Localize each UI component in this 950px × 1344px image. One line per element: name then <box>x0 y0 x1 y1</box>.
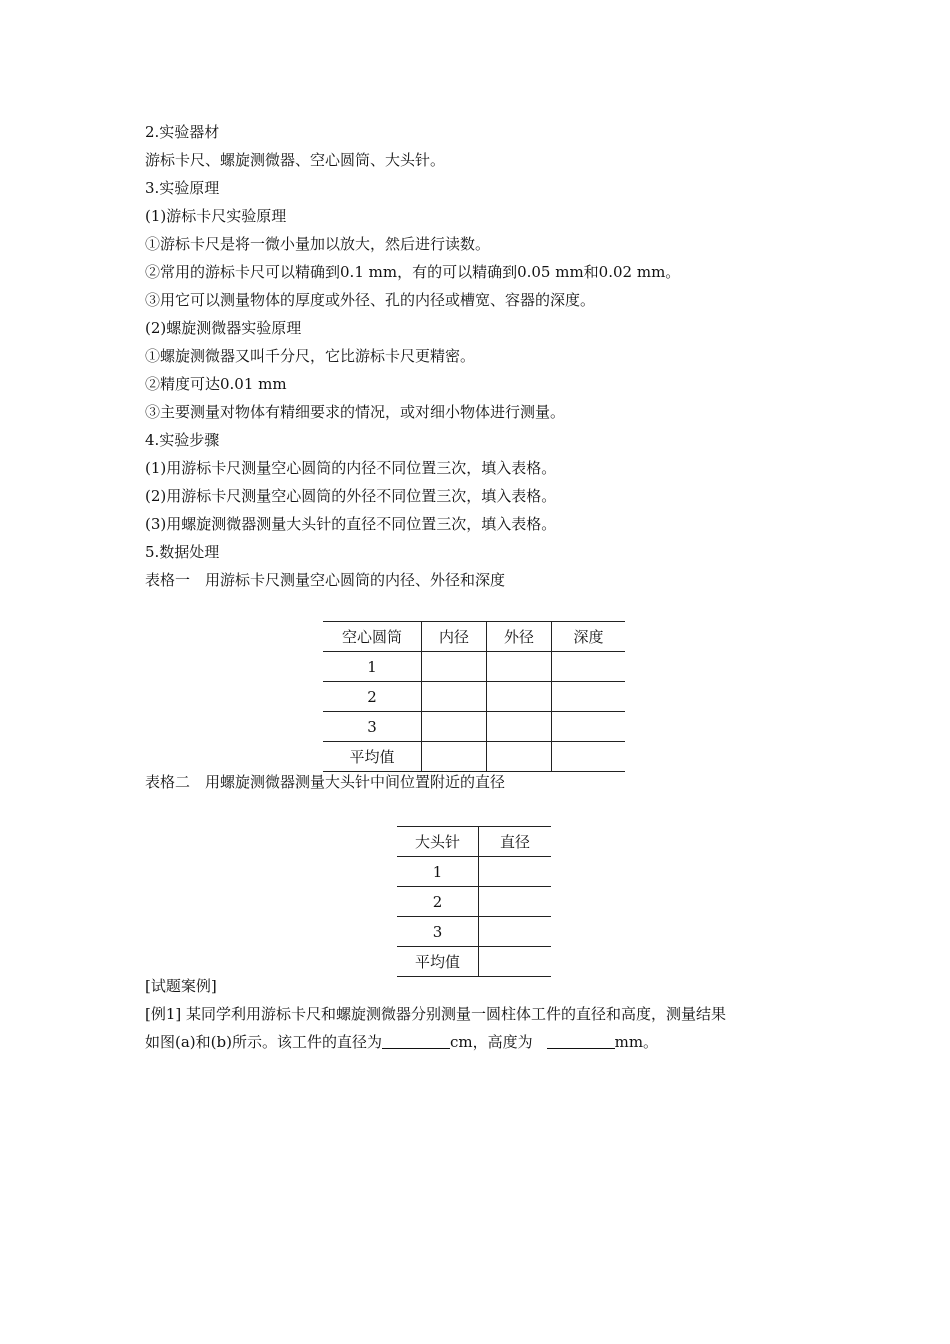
table-cell: 平均值 <box>397 947 479 977</box>
table-cell <box>479 947 552 977</box>
table-cell <box>422 742 487 772</box>
step-item: (1)用游标卡尺测量空心圆筒的内径不同位置三次，填入表格。 <box>145 459 557 477</box>
table-header-row <box>397 827 551 857</box>
table-header-cell: 直径 <box>479 827 552 857</box>
table-row <box>323 682 625 712</box>
paragraph: 游标卡尺、螺旋测微器、空心圆筒、大头针。 <box>145 151 446 169</box>
table-cell <box>479 857 552 887</box>
step-item: (2)用游标卡尺测量空心圆筒的外径不同位置三次，填入表格。 <box>145 487 557 505</box>
table-header-cell: 深度 <box>552 622 626 652</box>
table-cell: 3 <box>397 917 479 947</box>
data-table-hollow-cylinder <box>323 621 625 772</box>
subheading: (2)螺旋测微器实验原理 <box>145 319 302 337</box>
table-cell <box>552 712 626 742</box>
list-item: ②精度可达0.01 mm <box>145 375 287 393</box>
table-cell <box>487 682 552 712</box>
list-item: ②常用的游标卡尺可以精确到0.1 mm，有的可以精确到0.05 mm和0.02 mm。 <box>145 263 681 281</box>
example-question-line: [例1] 某同学利用游标卡尺和螺旋测微器分别测量一圆柱体工件的直径和高度，测量结果 <box>145 1005 727 1023</box>
table-cell <box>479 917 552 947</box>
table-header-row <box>323 622 625 652</box>
table-cell: 1 <box>397 857 479 887</box>
list-item: ①螺旋测微器又叫千分尺，它比游标卡尺更精密。 <box>145 347 476 365</box>
section-heading: 2.实验器材 <box>145 123 220 141</box>
answer-blank-diameter[interactable] <box>382 1032 450 1049</box>
section-heading: 4.实验步骤 <box>145 431 220 449</box>
table-row <box>323 712 625 742</box>
table-row <box>397 857 551 887</box>
section-heading: 5.数据处理 <box>145 543 220 561</box>
table-cell: 2 <box>397 887 479 917</box>
example-tag: [试题案例] <box>145 977 217 995</box>
example-question-line <box>145 1028 658 1056</box>
example-text: mm。 <box>614 1033 659 1051</box>
table-caption: 表格二 用螺旋测微器测量大头针中间位置附近的直径 <box>145 773 506 791</box>
table-cell: 3 <box>323 712 422 742</box>
table-cell: 平均值 <box>323 742 422 772</box>
answer-blank-height[interactable] <box>547 1032 615 1049</box>
table-row <box>397 947 551 977</box>
subheading: (1)游标卡尺实验原理 <box>145 207 287 225</box>
list-item: ③主要测量对物体有精细要求的情况，或对细小物体进行测量。 <box>145 403 566 421</box>
table-cell <box>487 742 552 772</box>
table-row <box>397 917 551 947</box>
table-cell <box>422 652 487 682</box>
table-cell: 2 <box>323 682 422 712</box>
example-text: cm，高度为 <box>449 1033 533 1051</box>
table-header-cell: 外径 <box>487 622 552 652</box>
table-cell <box>552 682 626 712</box>
table-header-cell: 空心圆筒 <box>323 622 422 652</box>
table-cell <box>422 682 487 712</box>
table-cell <box>487 712 552 742</box>
document-body <box>145 118 825 594</box>
table-cell <box>552 742 626 772</box>
table-cell <box>422 712 487 742</box>
table-caption: 表格一 用游标卡尺测量空心圆筒的内径、外径和深度 <box>145 571 506 589</box>
section-heading: 3.实验原理 <box>145 179 220 197</box>
step-item: (3)用螺旋测微器测量大头针的直径不同位置三次，填入表格。 <box>145 515 557 533</box>
table-cell: 1 <box>323 652 422 682</box>
table-row <box>397 887 551 917</box>
example-text: 如图(a)和(b)所示。该工件的直径为 <box>145 1033 382 1051</box>
table-row <box>323 652 625 682</box>
table-cell <box>487 652 552 682</box>
table-header-cell: 大头针 <box>397 827 479 857</box>
table-row <box>323 742 625 772</box>
table-cell <box>479 887 552 917</box>
table-header-cell: 内径 <box>422 622 487 652</box>
list-item: ③用它可以测量物体的厚度或外径、孔的内径或槽宽、容器的深度。 <box>145 291 596 309</box>
list-item: ①游标卡尺是将一微小量加以放大，然后进行读数。 <box>145 235 491 253</box>
data-table-pin <box>397 826 551 977</box>
table-cell <box>552 652 626 682</box>
